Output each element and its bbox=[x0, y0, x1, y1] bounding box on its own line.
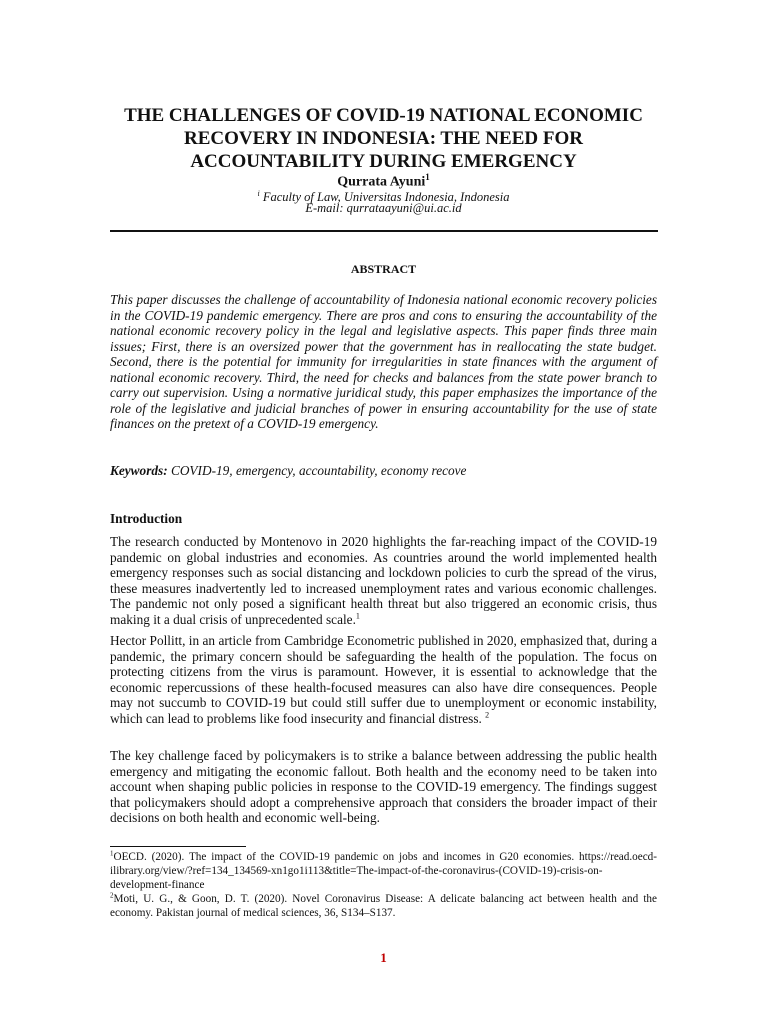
keywords-line bbox=[110, 463, 657, 479]
footnote-2 bbox=[110, 892, 657, 920]
header-divider bbox=[110, 230, 658, 232]
paragraph-2-text: Hector Pollitt, in an article from Cambridge Econometric published in 2020, emphasized that, during a pandemic, the primary concern should be safeguarding the health of the population. The focus on protecting citizens from the virus is paramount. However, it is essential to acknowledge that the economic repercussions of these health-focused measures can also have dire consequences. People may not succumb to COVID-19 but could still suffer due to unemployment or economic instability, which can lead to problems like food insecurity and financial distress. bbox=[110, 633, 657, 726]
footnote-2-mark: 2 bbox=[110, 891, 114, 900]
footnote-1-text: OECD. (2020). The impact of the COVID-19 pandemic on jobs and incomes in G20 economies. https://read.oecd-ilibrary.org/view/?ref=134_134569-xn1go1i113&title=The-impact-of-the-coronavirus-(COVID-19)-crisis-on-development-finance bbox=[110, 851, 657, 891]
author-email: E-mail: qurrataayuni@ui.ac.id bbox=[305, 201, 462, 215]
footnote-ref-2[interactable]: 2 bbox=[485, 710, 490, 720]
keywords-label: Keywords: bbox=[110, 463, 168, 478]
footnote-ref-1[interactable]: 1 bbox=[355, 611, 360, 621]
footnote-divider bbox=[110, 846, 246, 847]
paragraph-1 bbox=[110, 534, 657, 627]
abstract-text: This paper discusses the challenge of accountability of Indonesia national economic recovery policies in the COVID-19 pandemic emergency. There are pros and cons to ensuring the accountability of the national economic recovery policy in the legal and legislative aspects. This paper finds three main issues; First, there is an oversized power that the government has in reallocating the state budget. Second, there is the potential for immunity for irregularities in state finances with the argument of national economic recovery. Third, the need for checks and balances from the state power branch to carry out supervision. Using a normative juridical study, this paper emphasizes the importance of the role of the legislative and judicial branches of power in ensuring accountability for the use of state finances on the pretext of a COVID-19 emergency. bbox=[110, 292, 657, 431]
keywords-text: COVID-19, emergency, accountability, economy recove bbox=[167, 463, 467, 478]
paragraph-2 bbox=[110, 633, 657, 726]
paragraph-3: The key challenge faced by policymakers is to strike a balance between addressing the public health emergency and mitigating the economic fallout. Both health and the economy need to be taken into account when shaping public policies in response to the COVID-19 emergency. The findings suggest that policymakers should adopt a comprehensive approach that considers the broader impact of their decisions on both health and economic well-being. bbox=[110, 748, 657, 825]
abstract-heading: ABSTRACT bbox=[350, 262, 417, 276]
page-number: 1 bbox=[380, 950, 387, 965]
section-heading-introduction: Introduction bbox=[110, 511, 183, 526]
author-affiliation-mark: 1 bbox=[425, 172, 430, 182]
footnote-1 bbox=[110, 850, 657, 892]
footnote-2-text: Moti, U. G., & Goon, D. T. (2020). Novel Coronavirus Disease: A delicate balancing act between health and the economy. Pakistan journal of medical sciences, 36, S134–S137. bbox=[110, 893, 657, 919]
affiliation-mark: i bbox=[257, 189, 260, 198]
author-name: Qurrata Ayuni bbox=[337, 174, 426, 190]
footnote-1-mark: 1 bbox=[110, 849, 114, 858]
affiliation-text: Faculty of Law, Universitas Indonesia, Indonesia bbox=[259, 190, 510, 205]
paragraph-1-text: The research conducted by Montenovo in 2020 highlights the far-reaching impact of the COVID-19 pandemic on global industries and economies. As countries around the world implemented health emergency responses such as social distancing and lockdown policies to curb the spread of the virus, these measures inadvertently led to increased unemployment rates and various economic challenges. The pandemic not only posed a significant health threat but also triggered an economic crisis, thus making it a dual crisis of unprecedented scale. bbox=[110, 534, 657, 627]
paper-title: THE CHALLENGES OF COVID-19 NATIONAL ECONOMIC RECOVERY IN INDONESIA: THE NEED FOR ACCOUNTABILITY DURING EMERGENCY bbox=[124, 105, 643, 172]
